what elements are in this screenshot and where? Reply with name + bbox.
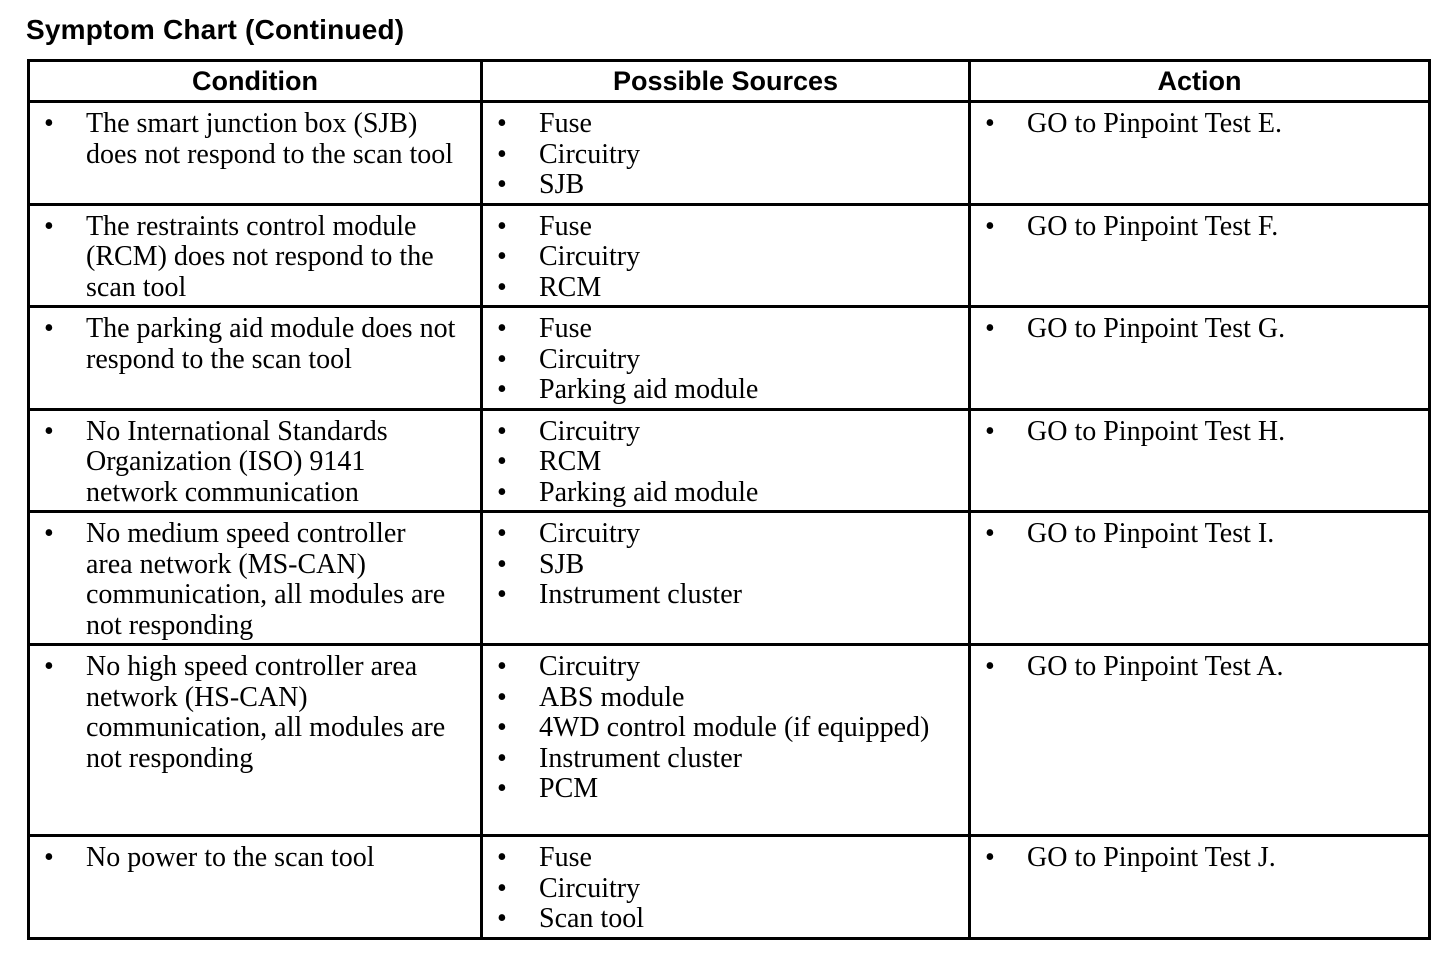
action-cell xyxy=(970,204,1430,307)
source-item xyxy=(493,212,958,243)
table-row xyxy=(29,645,1430,836)
bullet-icon: • xyxy=(497,579,507,610)
source-item-text: Circuitry xyxy=(539,241,641,272)
action-cell xyxy=(970,409,1430,512)
action-cell xyxy=(970,512,1430,645)
source-item xyxy=(493,774,958,805)
bullet-icon: • xyxy=(985,108,995,139)
symptom-chart-table xyxy=(27,59,1431,940)
source-item xyxy=(493,242,958,273)
condition-list xyxy=(30,206,480,306)
condition-item-text: No high speed controller area network (HS-CAN) communication, all modules are not responding xyxy=(86,651,446,774)
bullet-icon: • xyxy=(44,415,54,447)
source-item-text: Circuitry xyxy=(539,415,641,447)
bullet-icon: • xyxy=(497,108,507,139)
action-item xyxy=(981,212,1418,243)
table-row xyxy=(29,836,1430,939)
source-item-text: Fuse xyxy=(539,842,592,873)
source-item-text: 4WD control module (if equipped) xyxy=(539,712,930,743)
source-item xyxy=(493,273,958,304)
action-item-text: GO to Pinpoint Test I. xyxy=(1027,518,1275,549)
condition-list xyxy=(30,646,480,776)
bullet-icon: • xyxy=(497,518,507,549)
action-item xyxy=(981,314,1418,345)
action-item xyxy=(981,109,1418,140)
action-item xyxy=(981,417,1418,448)
source-item-text: Circuitry xyxy=(539,343,641,375)
chart-body xyxy=(29,102,1430,939)
condition-item-text: The restraints control module (RCM) does not respond to the scan tool xyxy=(86,210,434,303)
header-possible-sources: Possible Sources xyxy=(482,61,970,102)
bullet-icon: • xyxy=(497,169,507,200)
sources-list xyxy=(483,837,968,937)
action-list xyxy=(971,206,1428,245)
possible-sources-cell xyxy=(482,204,970,307)
bullet-icon: • xyxy=(497,681,507,713)
sources-list xyxy=(483,646,968,807)
table-row xyxy=(29,512,1430,645)
action-list xyxy=(971,308,1428,347)
bullet-icon: • xyxy=(497,872,507,904)
table-row xyxy=(29,204,1430,307)
bullet-icon: • xyxy=(497,446,507,477)
source-item-text: Instrument cluster xyxy=(539,579,742,610)
table-row xyxy=(29,307,1430,410)
bullet-icon: • xyxy=(985,651,995,682)
condition-item-text: No International Standards Organization (ISO) 9141 network communication xyxy=(86,415,388,508)
source-item xyxy=(493,713,958,744)
bullet-icon: • xyxy=(44,313,54,344)
header-condition: Condition xyxy=(29,61,482,102)
bullet-icon: • xyxy=(497,842,507,873)
bullet-icon: • xyxy=(497,742,507,774)
action-item xyxy=(981,843,1418,874)
source-item-text: ABS module xyxy=(539,681,685,713)
page-title: Symptom Chart (Continued) xyxy=(26,14,405,45)
bullet-icon: • xyxy=(497,712,507,743)
action-item-text: GO to Pinpoint Test E. xyxy=(1027,108,1282,139)
bullet-icon: • xyxy=(44,842,54,873)
possible-sources-cell xyxy=(482,836,970,939)
condition-list xyxy=(30,103,480,172)
bullet-icon: • xyxy=(497,241,507,272)
action-list xyxy=(971,411,1428,450)
action-item xyxy=(981,519,1418,550)
source-item-text: Instrument cluster xyxy=(539,742,742,774)
source-item-text: SJB xyxy=(539,548,585,580)
source-item xyxy=(493,478,958,509)
possible-sources-cell xyxy=(482,645,970,836)
source-item xyxy=(493,109,958,140)
source-item-text: Parking aid module xyxy=(539,476,759,508)
condition-item xyxy=(40,417,470,509)
sources-list xyxy=(483,308,968,408)
condition-cell xyxy=(29,645,482,836)
action-item-text: GO to Pinpoint Test J. xyxy=(1027,842,1276,873)
sources-list xyxy=(483,411,968,511)
source-item-text: Fuse xyxy=(539,108,592,139)
action-item-text: GO to Pinpoint Test H. xyxy=(1027,415,1286,447)
condition-list xyxy=(30,411,480,511)
condition-item-text: The smart junction box (SJB) does not respond to the scan tool xyxy=(86,108,454,170)
bullet-icon: • xyxy=(497,651,507,682)
bullet-icon: • xyxy=(497,343,507,375)
source-item xyxy=(493,314,958,345)
source-item xyxy=(493,580,958,611)
condition-list xyxy=(30,837,480,876)
condition-list xyxy=(30,308,480,377)
source-item-text: Fuse xyxy=(539,313,592,344)
action-cell xyxy=(970,645,1430,836)
bullet-icon: • xyxy=(497,374,507,405)
source-item-text: Circuitry xyxy=(539,872,641,904)
bullet-icon: • xyxy=(44,651,54,682)
action-list xyxy=(971,837,1428,876)
possible-sources-cell xyxy=(482,512,970,645)
source-item xyxy=(493,519,958,550)
condition-item-text: The parking aid module does not respond to the scan tool xyxy=(86,313,456,375)
source-item xyxy=(493,140,958,171)
action-item-text: GO to Pinpoint Test F. xyxy=(1027,210,1279,242)
bullet-icon: • xyxy=(497,476,507,508)
condition-item xyxy=(40,109,470,170)
bullet-icon: • xyxy=(44,210,54,242)
action-item xyxy=(981,652,1418,683)
source-item xyxy=(493,843,958,874)
source-item-text: Parking aid module xyxy=(539,374,759,405)
condition-cell xyxy=(29,102,482,205)
condition-item xyxy=(40,212,470,304)
header-action: Action xyxy=(970,61,1430,102)
bullet-icon: • xyxy=(497,210,507,242)
bullet-icon: • xyxy=(497,415,507,447)
source-item-text: Fuse xyxy=(539,210,592,242)
condition-item xyxy=(40,652,470,774)
sources-list xyxy=(483,206,968,306)
possible-sources-cell xyxy=(482,307,970,410)
action-list xyxy=(971,103,1428,142)
bullet-icon: • xyxy=(985,210,995,242)
sources-list xyxy=(483,103,968,203)
source-item-text: RCM xyxy=(539,271,602,303)
source-item-text: Circuitry xyxy=(539,138,641,170)
source-item-text: Scan tool xyxy=(539,903,644,934)
bullet-icon: • xyxy=(497,548,507,580)
condition-cell xyxy=(29,409,482,512)
action-list xyxy=(971,646,1428,685)
bullet-icon: • xyxy=(44,518,54,549)
source-item-text: PCM xyxy=(539,773,599,804)
action-list xyxy=(971,513,1428,552)
source-item-text: RCM xyxy=(539,446,602,477)
source-item-text: SJB xyxy=(539,169,585,200)
source-item xyxy=(493,904,958,935)
action-cell xyxy=(970,102,1430,205)
condition-cell xyxy=(29,512,482,645)
bullet-icon: • xyxy=(497,313,507,344)
condition-cell xyxy=(29,836,482,939)
sources-list xyxy=(483,513,968,613)
source-item xyxy=(493,447,958,478)
source-item-text: Circuitry xyxy=(539,651,641,682)
source-item-text: Circuitry xyxy=(539,518,641,549)
condition-cell xyxy=(29,204,482,307)
condition-item-text: No medium speed controller area network (MS-CAN) communication, all modules are not responding xyxy=(86,518,446,641)
condition-item xyxy=(40,314,470,375)
condition-cell xyxy=(29,307,482,410)
possible-sources-cell xyxy=(482,409,970,512)
bullet-icon: • xyxy=(985,313,995,344)
action-cell xyxy=(970,836,1430,939)
header-row xyxy=(29,61,1430,102)
bullet-icon: • xyxy=(497,773,507,804)
bullet-icon: • xyxy=(497,271,507,303)
bullet-icon: • xyxy=(497,138,507,170)
action-item-text: GO to Pinpoint Test G. xyxy=(1027,313,1286,344)
bullet-icon: • xyxy=(985,415,995,447)
source-item xyxy=(493,744,958,775)
possible-sources-cell xyxy=(482,102,970,205)
source-item xyxy=(493,550,958,581)
table-row xyxy=(29,409,1430,512)
bullet-icon: • xyxy=(985,842,995,873)
condition-item xyxy=(40,843,470,874)
condition-item xyxy=(40,519,470,641)
source-item xyxy=(493,874,958,905)
source-item xyxy=(493,170,958,201)
bullet-icon: • xyxy=(985,518,995,549)
condition-item-text: No power to the scan tool xyxy=(86,842,375,873)
table-row xyxy=(29,102,1430,205)
action-cell xyxy=(970,307,1430,410)
bullet-icon: • xyxy=(497,903,507,934)
source-item xyxy=(493,417,958,448)
source-item xyxy=(493,652,958,683)
source-item xyxy=(493,683,958,714)
bullet-icon: • xyxy=(44,108,54,139)
source-item xyxy=(493,345,958,376)
source-item xyxy=(493,375,958,406)
action-item-text: GO to Pinpoint Test A. xyxy=(1027,651,1284,682)
condition-list xyxy=(30,513,480,643)
